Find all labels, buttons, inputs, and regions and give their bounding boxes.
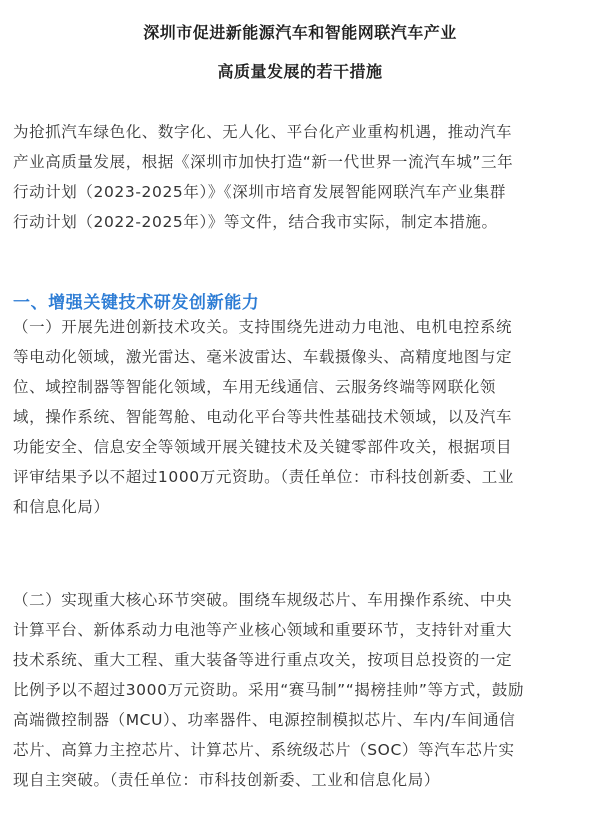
intro-line: 行动计划（2023-2025年）》《深圳市培育发展智能网联汽车产业集群 [13, 183, 506, 201]
item-1-line: 功能安全、信息安全等领域开展关键技术及关键零部件攻关，根据项目 [13, 438, 513, 456]
document-title-line-1: 深圳市促进新能源汽车和智能网联汽车产业 [143, 23, 457, 42]
item-1-line: 等电动化领域，激光雷达、毫米波雷达、车载摄像头、高精度地图与定 [13, 348, 513, 366]
intro-paragraph [13, 117, 591, 237]
item-2-line: 高端微控制器（MCU）、功率器件、电源控制模拟芯片、车内/车间通信 [13, 711, 516, 729]
item-2-line: 现自主突破。（责任单位：市科技创新委、工业和信息化局） [13, 771, 440, 789]
item-2-line: （二）实现重大核心环节突破。围绕车规级芯片、车用操作系统、中央 [13, 591, 513, 609]
item-2-line: 芯片、高算力主控芯片、计算芯片、系统级芯片（SOC）等汽车芯片实 [13, 741, 515, 759]
item-1-line: 位、域控制器等智能化领域，车用无线通信、云服务终端等网联化领 [13, 378, 497, 396]
item-2-line: 比例予以不超过3000万元资助。采用“赛马制”“揭榜挂帅”等方式，鼓励 [13, 681, 525, 699]
intro-line: 产业高质量发展，根据《深圳市加快打造“新一代世界一流汽车城”三年 [13, 153, 514, 171]
item-1-line: 和信息化局） [13, 498, 110, 516]
document-title-line-2: 高质量发展的若干措施 [217, 62, 383, 81]
section-heading: 一、增强关键技术研发创新能力 [13, 293, 260, 313]
item-2-line: 技术系统、重大工程、重大装备等进行重点攻关，按项目总投资的一定 [13, 651, 513, 669]
intro-line: 行动计划（2022-2025年）》等文件，结合我市实际，制定本措施。 [13, 213, 498, 231]
item-2-line: 计算平台、新体系动力电池等产业核心领域和重要环节，支持针对重大 [13, 621, 513, 639]
item-1-line: 评审结果予以不超过1000万元资助。（责任单位：市科技创新委、工业 [13, 468, 514, 486]
intro-line: 为抢抓汽车绿色化、数字化、无人化、平台化产业重构机遇，推动汽车 [13, 123, 513, 141]
item-1-paragraph [13, 312, 591, 522]
item-1-line: （一）开展先进创新技术攻关。支持围绕先进动力电池、电机电控系统 [13, 318, 513, 336]
item-2-paragraph [13, 585, 591, 795]
item-1-line: 域，操作系统、智能驾舱、电动化平台等共性基础技术领域，以及汽车 [13, 408, 513, 426]
